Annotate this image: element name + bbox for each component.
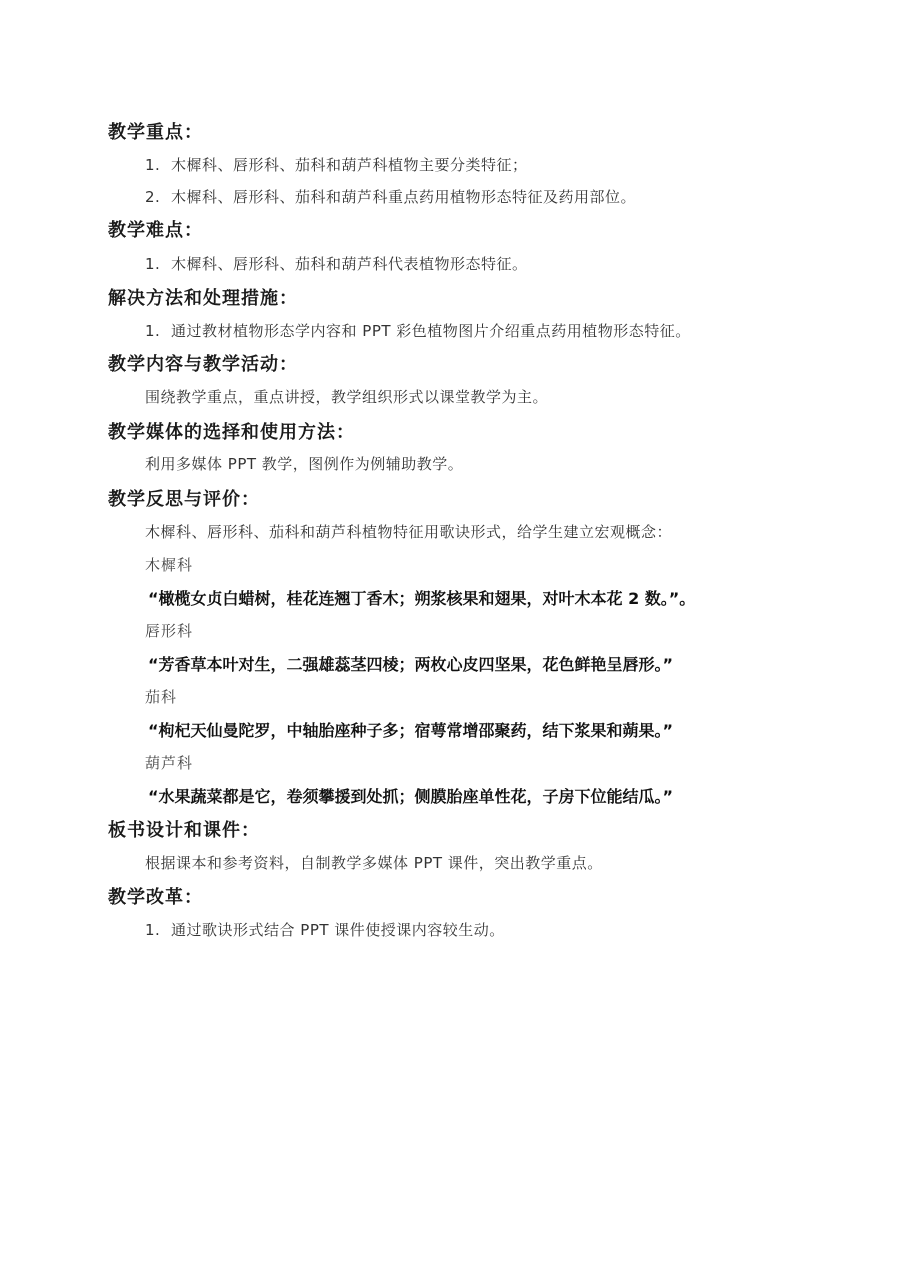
solution-item <box>145 320 691 341</box>
item-text: 通过教材植物形态学内容和 PPT 彩色植物图片介绍重点药用植物形态特征。 <box>171 322 691 340</box>
key-point-item <box>145 154 528 175</box>
family-name: 茄科 <box>145 688 178 706</box>
mnemonic-verse: “芳香草本叶对生，二强雄蕊茎四棱；两枚心皮四坚果，花色鲜艳呈唇形。” <box>148 655 674 674</box>
item-text: 木樨科、唇形科、茄科和葫芦科代表植物形态特征。 <box>171 255 528 273</box>
media-heading: 教学媒体的选择和使用方法： <box>108 422 355 443</box>
item-number: 1. <box>145 255 161 273</box>
board-design-text: 根据课本和参考资料，自制教学多媒体 PPT 课件，突出教学重点。 <box>145 854 603 872</box>
key-point-item <box>145 186 636 207</box>
difficulty-item <box>145 253 528 274</box>
item-number: 1. <box>145 921 161 939</box>
mnemonic-verse: “水果蔬菜都是它，卷须攀援到处抓；侧膜胎座单性花，子房下位能结瓜。” <box>148 787 674 806</box>
mnemonic-verse: “橄榄女贞白蜡树，桂花连翘丁香木；朔浆核果和翅果，对叶木本花 2 数。”。 <box>148 589 696 608</box>
item-number: 1. <box>145 322 161 340</box>
reform-item <box>145 919 505 940</box>
family-name: 木樨科 <box>145 556 194 574</box>
reform-heading: 教学改革： <box>108 887 203 908</box>
difficulties-heading: 教学难点： <box>108 220 203 241</box>
item-number: 2. <box>145 188 161 206</box>
family-name: 葫芦科 <box>145 754 194 772</box>
item-text: 通过歌诀形式结合 PPT 课件使授课内容较生动。 <box>171 921 505 939</box>
item-text: 木樨科、唇形科、茄科和葫芦科植物主要分类特征； <box>171 156 528 174</box>
key-points-heading: 教学重点： <box>108 122 203 143</box>
mnemonic-verse: “枸杞天仙曼陀罗，中轴胎座种子多；宿萼常增邵聚药，结下浆果和蒴果。” <box>148 721 674 740</box>
solutions-heading: 解决方法和处理措施： <box>108 288 298 309</box>
content-activities-text: 围绕教学重点，重点讲授，教学组织形式以课堂教学为主。 <box>145 388 549 406</box>
board-design-heading: 板书设计和课件： <box>108 820 260 841</box>
media-text: 利用多媒体 PPT 教学，图例作为例辅助教学。 <box>145 455 464 473</box>
content-activities-heading: 教学内容与教学活动： <box>108 354 298 375</box>
item-number: 1. <box>145 156 161 174</box>
reflection-heading: 教学反思与评价： <box>108 489 260 510</box>
reflection-intro: 木樨科、唇形科、茄科和葫芦科植物特征用歌诀形式，给学生建立宏观概念： <box>145 523 673 541</box>
family-name: 唇形科 <box>145 622 194 640</box>
item-text: 木樨科、唇形科、茄科和葫芦科重点药用植物形态特征及药用部位。 <box>171 188 637 206</box>
